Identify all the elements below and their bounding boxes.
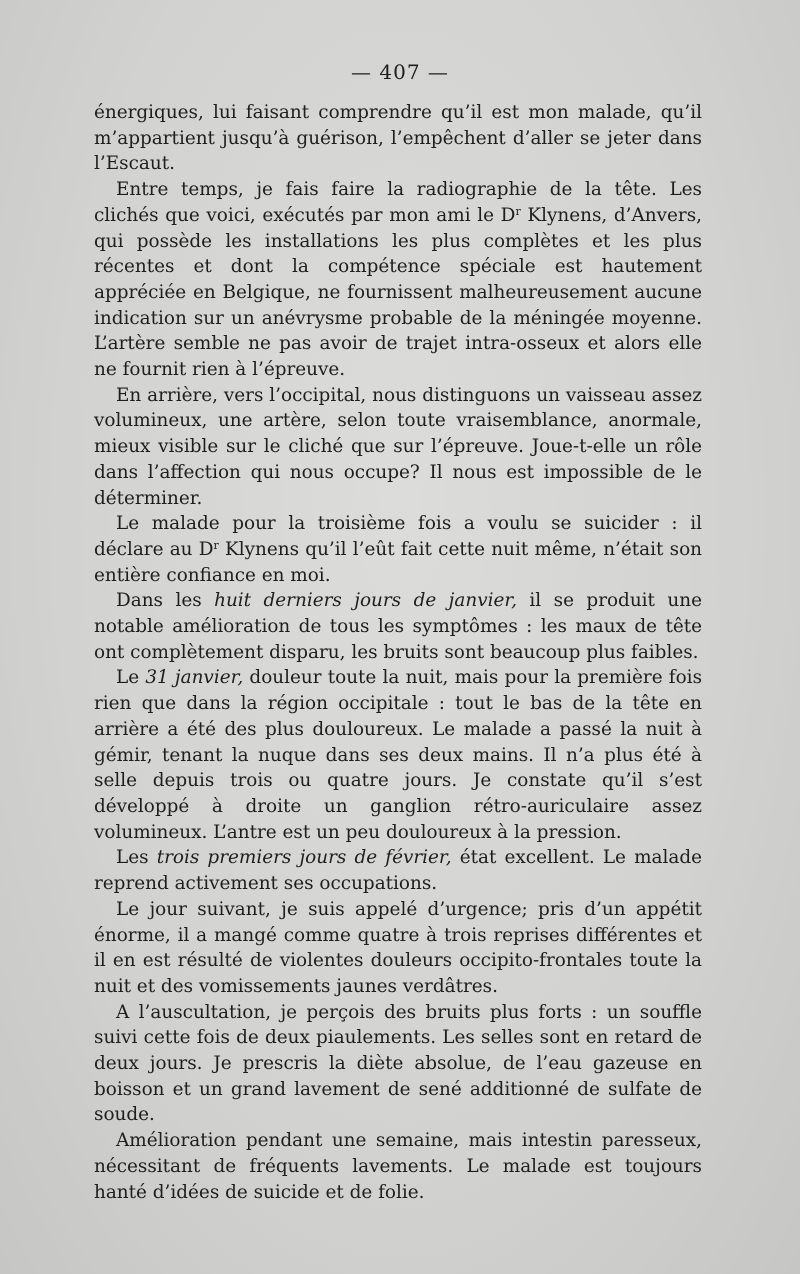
paragraph-text: Dans les xyxy=(116,590,215,612)
paragraph-7 xyxy=(94,845,702,896)
paragraph-text: Le xyxy=(116,667,146,689)
body-text xyxy=(94,100,702,1205)
paragraph-3 xyxy=(94,383,702,512)
paragraph-text: En arrière, vers l’occipital, nous distinguons un vaisseau assez volumineux, une artère, selon toute vraisemblance, anormale, mieux visible sur le cliché que sur l’épreuve. Joue-t-elle un rôle dans l’affection qui nous occupe? Il nous est impossible de le déterminer. xyxy=(94,384,702,509)
superscript: r xyxy=(515,204,521,218)
page-number: — 407 — xyxy=(351,60,449,84)
italic-date: 31 janvier, xyxy=(145,667,244,689)
paragraph-text: énergiques, lui faisant comprendre qu’il est mon malade, qu’il m’appartient jusqu’à guérison, l’empêchent d’aller se jeter dans l’Escaut. xyxy=(94,102,702,175)
paragraph-text: Amélioration pendant une semaine, mais intestin paresseux, nécessitant de fréquents lavements. Le malade est toujours hanté d’idées de suicide et de folie. xyxy=(94,1130,702,1203)
italic-date: huit derniers jours de janvier, xyxy=(214,590,517,612)
paragraph-text: douleur toute la nuit, mais pour la première fois rien que dans la région occipitale : tout le bas de la tête en arrière a été des plus douloureux. Le malade a passé la nuit à gémir, tenant la nuque dans ses deux mains. Il n’a plus été à selle depuis trois ou quatre jours. Je constate qu’il s’est développé à droite un ganglion rétro-auriculaire assez volumineux. L’antre est un peu douloureux à la pression. xyxy=(94,667,703,843)
paragraph-text: Le malade pour la troisième fois a voulu se suicider : il déclare au D xyxy=(94,513,702,560)
paragraph-9 xyxy=(94,1000,702,1129)
superscript: r xyxy=(213,538,219,552)
paragraph-text: Le jour suivant, je suis appelé d’urgence; pris d’un appétit énorme, il a mangé comme quatre à trois reprises différentes et il en est résulté de violentes douleurs occipito-frontales toute la nuit et des vomissements jaunes verdâtres. xyxy=(94,898,702,997)
paragraph-text: A l’auscultation, je perçois des bruits plus forts : un souffle suivi cette fois de deux piaulements. Les selles sont en retard de deux jours. Je prescris la diète absolue, de l’eau gazeuse en boisson et un grand lavement de sené additionné de sulfate de soude. xyxy=(94,1001,702,1126)
paragraph-10 xyxy=(94,1128,702,1205)
paragraph-text: Entre temps, je fais faire la radiographie de la tête. Les clichés que voici, exécutés par mon ami le D xyxy=(94,179,702,226)
paragraph-text: Klynens qu’il l’eût fait cette nuit même, n’était son entière confiance en moi. xyxy=(94,538,702,586)
paragraph-5 xyxy=(94,588,702,665)
paragraph-6 xyxy=(94,665,702,845)
paragraph-text: il se produit une notable amélioration de tous les symptômes : les maux de tête ont complètement disparu, les bruits sont beaucoup plus faibles. xyxy=(94,590,702,663)
paragraph-text: Klynens, d’Anvers, qui possède les installations les plus complètes et les plus récentes et dont la compétence spéciale est hautement appréciée en Belgique, ne fournissent malheureusement aucune indication sur un anévrysme probable de la méningée moyenne. L’artère semble ne pas avoir de trajet intra-osseux et alors elle ne fournit rien à l’épreuve. xyxy=(94,204,703,381)
paragraph-1 xyxy=(94,100,702,177)
paragraph-text: Les xyxy=(116,847,157,869)
paragraph-2 xyxy=(94,177,702,383)
paragraph-4 xyxy=(94,511,702,588)
paragraph-text: état excellent. Le malade reprend activement ses occupations. xyxy=(94,847,702,895)
paragraph-8 xyxy=(94,897,702,1000)
italic-date: trois premiers jours de février, xyxy=(156,847,452,869)
